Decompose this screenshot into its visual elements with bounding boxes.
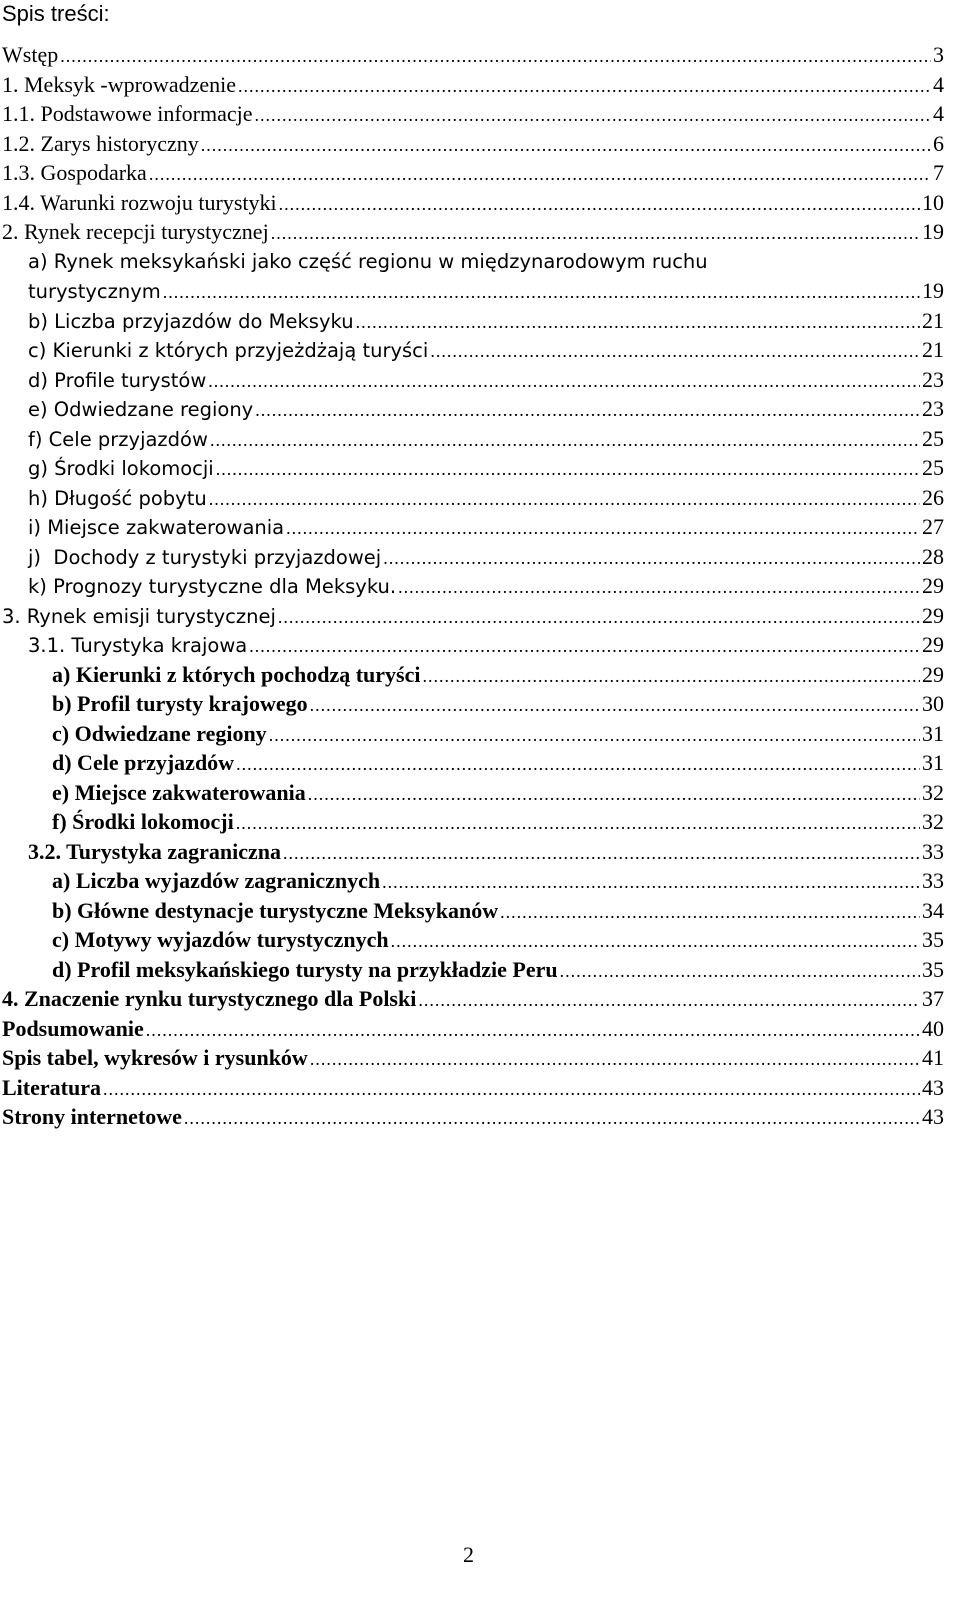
toc-entry[interactable] <box>2 837 944 867</box>
toc-entry-page: 32 <box>922 809 944 834</box>
toc-entry-page: 21 <box>922 337 944 362</box>
toc-entry-page: 33 <box>922 838 944 864</box>
toc-entry-page: 29 <box>922 602 944 628</box>
toc-entry-page: 31 <box>922 750 944 775</box>
toc-entry-label: a) Kierunki z których pochodzą turyści <box>52 661 421 687</box>
dot-leader <box>391 927 920 957</box>
toc-entry-page: 32 <box>922 779 944 805</box>
dot-leader <box>103 1075 920 1105</box>
toc-entry-page: 4 <box>933 71 944 97</box>
toc-entry-page: 19 <box>922 219 944 244</box>
toc-entry[interactable] <box>2 158 944 188</box>
dot-leader <box>216 455 920 485</box>
toc-entry-label: Strony internetowe <box>2 1104 182 1129</box>
dot-leader <box>308 780 920 810</box>
toc-entry-page: 31 <box>922 720 944 746</box>
toc-entry-label: 3. Rynek emisji turystycznej <box>2 604 276 628</box>
dot-leader <box>149 160 931 190</box>
dot-leader <box>201 131 931 161</box>
toc-entry-page: 27 <box>922 514 944 539</box>
toc-entry-label: Literatura <box>2 1074 101 1100</box>
toc-entry[interactable] <box>2 70 944 100</box>
toc-entry-label: i) Miejsce zakwaterowania <box>28 516 285 539</box>
toc-entry-page: 35 <box>922 927 944 952</box>
toc-entry[interactable] <box>2 984 944 1014</box>
dot-leader <box>398 573 920 603</box>
dot-leader <box>236 750 920 780</box>
toc-entry-label: 1.3. Gospodarka <box>2 160 147 185</box>
toc-entry-label: b) Profil turysty krajowego <box>52 691 308 716</box>
toc-entry-page: 25 <box>922 455 944 480</box>
toc-entry-label: 1.1. Podstawowe informacje <box>2 101 253 126</box>
toc-entry-label: h) Długość pobytu <box>28 486 207 510</box>
toc-entry-label: Podsumowanie <box>2 1015 144 1041</box>
toc-entry-label: 1. Meksyk -wprowadzenie <box>2 71 236 97</box>
page-number: 2 <box>463 1542 474 1567</box>
toc-entry-label: b) Główne destynacje turystyczne Meksykanów <box>52 897 499 923</box>
dot-leader <box>238 72 931 102</box>
toc-entry-label: f) Cele przyjazdów <box>28 427 208 451</box>
toc-entry-label: f) Środki lokomocji <box>52 809 234 834</box>
toc-entry-label: 3.1. Turystyka krajowa <box>28 634 248 657</box>
toc-entry-label: Spis tabel, wykresów i rysunków <box>2 1045 308 1070</box>
dot-leader <box>255 101 932 131</box>
toc-entry-label: d) Profil meksykańskiego turysty na przykładzie Peru <box>52 956 558 982</box>
dot-leader <box>236 809 920 839</box>
dot-leader <box>249 632 920 662</box>
toc-entry-page: 19 <box>922 278 944 303</box>
dot-leader <box>356 308 920 338</box>
toc-entry-page: 23 <box>922 366 944 392</box>
toc-entry[interactable] <box>2 40 944 70</box>
toc-entry-label: 1.2. Zarys historyczny <box>2 130 199 156</box>
toc-entry[interactable] <box>2 1102 944 1132</box>
toc-entry[interactable] <box>2 778 944 808</box>
toc-entry-label: e) Miejsce zakwaterowania <box>52 779 306 805</box>
dot-leader <box>255 396 920 426</box>
toc-entry-page: 28 <box>922 543 944 569</box>
toc-entry-page: 30 <box>922 691 944 716</box>
toc-entry[interactable] <box>2 601 944 631</box>
toc-entry-label: 1.4. Warunki rozwoju turystyki <box>2 189 277 215</box>
toc-entry[interactable] <box>2 217 944 247</box>
dot-leader <box>382 868 920 898</box>
toc-entry-label: Wstęp <box>2 42 59 67</box>
toc-entry-page: 37 <box>922 986 944 1011</box>
dot-leader <box>383 544 920 574</box>
toc-entry-label: a) Liczba wyjazdów zagranicznych <box>52 868 381 893</box>
toc-entry-page: 21 <box>922 307 944 333</box>
toc-entry-page: 23 <box>922 396 944 421</box>
toc-entry-page: 3 <box>933 42 944 67</box>
toc-entry-page: 40 <box>922 1015 944 1041</box>
toc-entry[interactable] <box>2 306 944 336</box>
dot-leader <box>269 721 920 751</box>
toc-entry[interactable] <box>2 99 944 129</box>
toc-entry-page: 33 <box>922 868 944 893</box>
toc-entry-label: k) Prognozy turystyczne dla Meksyku. <box>28 575 397 598</box>
toc-entry-page: 29 <box>922 661 944 687</box>
dot-leader <box>283 839 920 869</box>
dot-leader <box>163 278 920 308</box>
toc-entry-label: 4. Znaczenie rynku turystycznego dla Polski <box>2 986 417 1011</box>
toc-entry[interactable] <box>2 1014 944 1044</box>
dot-leader <box>184 1104 920 1134</box>
toc-entry-page: 26 <box>922 484 944 510</box>
toc-entry-page: 43 <box>922 1074 944 1100</box>
toc-entry-label: d) Profile turystów <box>28 368 207 392</box>
toc-entry[interactable] <box>2 247 944 277</box>
toc-entry-label: c) Motywy wyjazdów turystycznych <box>52 927 389 952</box>
toc-entry[interactable] <box>2 807 944 837</box>
toc-entry-page: 41 <box>922 1045 944 1070</box>
toc-entry[interactable] <box>2 1073 944 1103</box>
toc-entry[interactable] <box>2 896 944 926</box>
dot-leader <box>278 603 920 633</box>
toc-entry-label: c) Odwiedzane regiony <box>52 720 267 746</box>
toc-entry[interactable] <box>2 335 944 365</box>
toc-entry-label: c) Kierunki z których przyjeżdżają turyści <box>28 339 429 362</box>
toc-entry[interactable] <box>2 866 944 896</box>
toc-entry-label: turystycznym <box>28 280 161 303</box>
toc-entry-label: d) Cele przyjazdów <box>52 750 235 775</box>
toc-entry-page: 29 <box>922 632 944 657</box>
toc-entry[interactable] <box>2 542 944 572</box>
toc-entry[interactable] <box>2 925 944 955</box>
toc-entry-page: 6 <box>933 130 944 156</box>
dot-leader <box>418 986 920 1016</box>
toc-entry-page: 35 <box>922 956 944 982</box>
toc-entry-page: 7 <box>933 160 944 185</box>
toc-entry-label: g) Środki lokomocji <box>28 457 214 480</box>
toc-entry-page: 43 <box>922 1104 944 1129</box>
toc-entry[interactable] <box>2 453 944 483</box>
toc-entry[interactable] <box>2 276 944 306</box>
toc-entry-page: 34 <box>922 897 944 923</box>
dot-leader <box>209 485 920 515</box>
toc-entry[interactable] <box>2 689 944 719</box>
dot-leader <box>279 190 920 220</box>
dot-leader <box>271 219 920 249</box>
toc-entry-label: 2. Rynek recepcji turystycznej <box>2 219 269 244</box>
dot-leader <box>286 514 920 544</box>
dot-leader <box>208 367 920 397</box>
dot-leader <box>500 898 920 928</box>
toc-entry[interactable] <box>2 394 944 424</box>
dot-leader <box>310 691 920 721</box>
toc-entry[interactable] <box>2 188 944 218</box>
toc-entry[interactable] <box>2 571 944 601</box>
table-of-contents <box>2 40 944 1132</box>
dot-leader <box>60 42 931 72</box>
toc-entry-label: 3.2. Turystyka zagraniczna <box>28 838 282 864</box>
dot-leader <box>310 1045 920 1075</box>
toc-entry-page: 25 <box>922 425 944 451</box>
toc-entry-page: 29 <box>922 573 944 598</box>
dot-leader <box>423 662 921 692</box>
toc-entry[interactable] <box>2 1043 944 1073</box>
toc-entry[interactable] <box>2 129 944 159</box>
dot-leader <box>146 1016 920 1046</box>
toc-entry[interactable] <box>2 630 944 660</box>
toc-entry[interactable] <box>2 748 944 778</box>
toc-entry[interactable] <box>2 955 944 985</box>
toc-title: Spis treści: <box>2 1 110 26</box>
dot-leader <box>210 426 920 456</box>
toc-entry[interactable] <box>2 424 944 454</box>
dot-leader <box>430 337 920 367</box>
toc-entry[interactable] <box>2 365 944 395</box>
toc-entry-label: e) Odwiedzane regiony <box>28 398 254 421</box>
dot-leader <box>560 957 920 987</box>
toc-entry[interactable] <box>2 483 944 513</box>
toc-entry[interactable] <box>2 512 944 542</box>
toc-entry[interactable] <box>2 719 944 749</box>
toc-entry-label: a) Rynek meksykański jako część regionu w międzynarodowym ruchu <box>28 249 708 273</box>
toc-entry[interactable] <box>2 660 944 690</box>
toc-entry-label: b) Liczba przyjazdów do Meksyku <box>28 309 354 333</box>
toc-entry-page: 4 <box>933 101 944 126</box>
toc-entry-label: j) Dochody z turystyki przyjazdowej <box>28 545 382 569</box>
toc-entry-page: 10 <box>922 189 944 215</box>
